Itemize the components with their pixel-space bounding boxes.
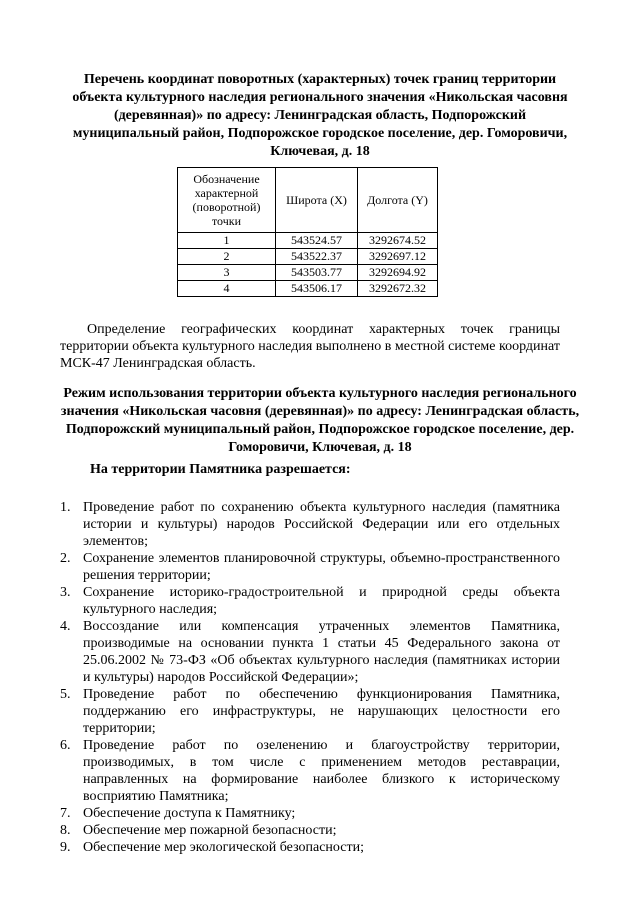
item-text: Проведение работ по озеленению и благоустройству территории, производимых, в том числе с применением методов реставрации, направленных на формирование наиболее близкого к историческому восприятию Памятника; — [83, 738, 560, 804]
list-item — [60, 737, 560, 805]
header-longitude: Долгота (Y) — [358, 168, 438, 233]
item-number: 5. — [60, 687, 71, 702]
list-item — [60, 584, 560, 618]
item-number: 1. — [60, 500, 71, 515]
item-number: 2. — [60, 551, 71, 566]
item-text: Обеспечение мер пожарной безопасности; — [83, 823, 337, 838]
cell-longitude: 3292674.52 — [358, 233, 438, 249]
item-text: Проведение работ по сохранению объекта культурного наследия (памятника истории и культуры) народов Российской Федерации или его отдельных элементов; — [83, 500, 560, 549]
permitted-list — [60, 499, 560, 856]
list-item — [60, 839, 560, 856]
cell-longitude: 3292697.12 — [358, 249, 438, 265]
table-row — [178, 265, 438, 281]
list-item — [60, 618, 560, 686]
table-row — [178, 233, 438, 249]
item-number: 3. — [60, 585, 71, 600]
cell-latitude: 543522.37 — [276, 249, 358, 265]
usage-regime-title: Режим использования территории объекта культурного наследия регионального значения «Никольская часовня (деревянная)» по адресу: Ленинградская область, Подпорожский муниципальный район, Подпорожское городское поселение, дер. Гоморовичи, Ключевая, д. 18 — [60, 386, 580, 455]
item-text: Воссоздание или компенсация утраченных элементов Памятника, производимые на основании пункта 1 статьи 45 Федерального закона от 25.06.2002 № 73-ФЗ «Об объектах культурного наследия (памятниках истории и культуры) народов Российской Федерации»; — [83, 619, 560, 685]
item-text: Проведение работ по обеспечению функционирования Памятника, поддержанию его инфраструктуры, не нарушающих целостности его территории; — [83, 687, 560, 736]
item-number: 9. — [60, 840, 71, 855]
item-text: Сохранение историко-градостроительной и природной среды объекта культурного наследия; — [83, 585, 560, 617]
item-number: 6. — [60, 738, 71, 753]
cell-longitude: 3292672.32 — [358, 281, 438, 297]
header-latitude: Широта (X) — [276, 168, 358, 233]
cell-latitude: 543503.77 — [276, 265, 358, 281]
cell-point: 1 — [178, 233, 276, 249]
cell-longitude: 3292694.92 — [358, 265, 438, 281]
cell-point: 4 — [178, 281, 276, 297]
cell-latitude: 543524.57 — [276, 233, 358, 249]
list-item — [60, 550, 560, 584]
coordinates-title: Перечень координат поворотных (характерных) точек границ территории объекта культурного наследия регионального значения «Никольская часовня (деревянная)» по адресу: Ленинградская область, Подпорожский муниципальный район, Подпорожское городское поселение, дер. Гоморовичи, Ключевая, д. 18 — [72, 72, 568, 159]
cell-point: 2 — [178, 249, 276, 265]
permitted-subheading: На территории Памятника разрешается: — [90, 462, 351, 477]
table-row — [178, 249, 438, 265]
list-item — [60, 686, 560, 737]
item-number: 7. — [60, 806, 71, 821]
list-item — [60, 822, 560, 839]
table-header-row — [178, 168, 438, 233]
coordinate-system-note: Определение географических координат характерных точек границы территории объекта культурного наследия выполнено в местной системе координат МСК-47 Ленинградская область. — [60, 322, 560, 371]
list-item — [60, 499, 560, 550]
item-number: 8. — [60, 823, 71, 838]
list-item — [60, 805, 560, 822]
item-number: 4. — [60, 619, 71, 634]
item-text: Обеспечение мер экологической безопасности; — [83, 840, 364, 855]
cell-latitude: 543506.17 — [276, 281, 358, 297]
table-row — [178, 281, 438, 297]
item-text: Обеспечение доступа к Памятнику; — [83, 806, 296, 821]
cell-point: 3 — [178, 265, 276, 281]
item-text: Сохранение элементов планировочной структуры, объемно-пространственного решения территории; — [83, 551, 560, 583]
header-point: Обозначение характерной (поворотной) точки — [178, 168, 276, 233]
coordinates-table — [177, 167, 438, 297]
